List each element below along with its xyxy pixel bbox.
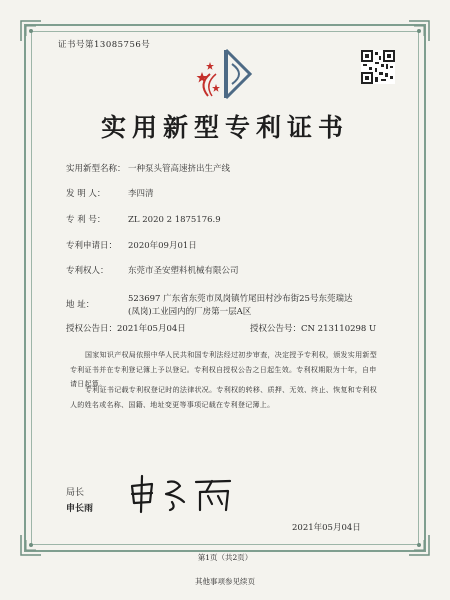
grant-number-row (250, 322, 376, 334)
certificate-title: 实用新型专利证书 (100, 113, 349, 142)
model-name-row (66, 163, 230, 175)
legal-notice-paragraph: 国家知识产权局依照中华人民共和国专利法经过初步审查，决定授予专利权，颁发实用新型专利证书并在专利登记簿上予以登记。专利权自授权公告之日起生效。专利权期限为十年，自申请日起算。 (70, 351, 377, 388)
patent-number-value: ZL 2020 2 1875176.9 (128, 215, 221, 225)
grant-date-row (66, 322, 186, 334)
grant-date-value: 2021年05月04日 (117, 324, 186, 334)
corner-ornament-icon (406, 18, 432, 44)
inventor-label: 发 明 人： (66, 189, 106, 199)
model-name-value: 一种泵头管高速挤出生产线 (128, 164, 231, 174)
grant-number-value: CN 213110298 U (301, 324, 377, 334)
legal-notice-paragraph: 专利证书记载专利权登记时的法律状况。专利权的转移、质押、无效、终止、恢复和专利权人的姓名或名称、国籍、地址变更等事项记载在专利登记簿上。 (70, 386, 377, 409)
handwritten-signature-icon (126, 472, 238, 514)
inventor-value: 李四清 (128, 189, 154, 199)
certificate-number: 证书号第13085756号 (58, 40, 151, 50)
patent-number-row (66, 214, 221, 226)
inventor-row (66, 188, 154, 200)
page-number: 第1页（共2页） (197, 553, 253, 562)
filing-date-label: 专利申请日： (66, 241, 118, 251)
continuation-note: 其他事项参见续页 (195, 577, 255, 586)
issue-date: 2021年05月04日 (292, 523, 361, 533)
grant-number-label: 授权公告号： (250, 324, 302, 334)
address-label: 地 址： (66, 300, 95, 310)
director-name: 申长雨 (66, 504, 94, 514)
cnipa-emblem-icon (188, 44, 262, 102)
patentee-label: 专利权人： (66, 266, 109, 276)
director-title: 局长 (66, 488, 85, 498)
grant-date-label: 授权公告日： (66, 324, 118, 334)
patentee-row (66, 265, 239, 277)
filing-date-row (66, 240, 197, 252)
filing-date-value: 2020年09月01日 (128, 241, 197, 251)
qr-code-icon (361, 50, 395, 84)
corner-ornament-icon (18, 18, 44, 44)
patentee-value: 东莞市圣安塑料机械有限公司 (128, 266, 239, 276)
model-name-label: 实用新型名称： (66, 164, 126, 174)
address-value: 523697 广东省东莞市凤岗镇竹尾田村沙布街25号东莞瑞达(凤岗)工业园内的厂房第一层A区 (128, 294, 353, 317)
patent-number-label: 专 利 号： (66, 215, 106, 225)
